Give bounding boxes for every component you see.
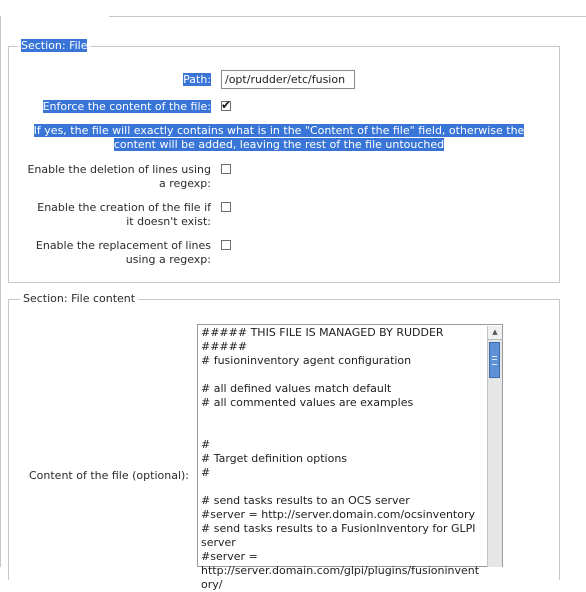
creation-label-line1: Enable the creation of the file if — [37, 201, 211, 214]
replacement-label-line2: using a regexp: — [125, 253, 211, 266]
replacement-label-line1: Enable the replacement of lines — [35, 239, 211, 252]
creation-label — [37, 201, 211, 229]
fieldset-border-left — [0, 16, 1, 567]
enforce-checkbox[interactable] — [221, 98, 232, 112]
enforce-note — [22, 124, 536, 152]
replacement-label — [36, 239, 211, 267]
enforce-label: Enforce the content of the file: — [42, 100, 211, 113]
enforce-label-wrap — [43, 100, 211, 114]
creation-label-line2: it doesn't exist: — [126, 215, 211, 228]
deletion-checkbox[interactable] — [221, 164, 231, 174]
section-file-legend — [18, 39, 90, 53]
content-text: ##### THIS FILE IS MANAGED BY RUDDER ##### # fusioninventory agent configuration # all defined values match default # all commented values are examples # # Target definition options # # send tasks results to an OCS server #server = http://server.domain.com/ocsinventory # send tasks results to a FusionInventory for GLPI server #server = http://server.domain.com/glpi/plugins/fusioninventory/ — [201, 326, 480, 591]
section-content-title: Section: File content — [20, 292, 138, 306]
scrollbar-thumb[interactable] — [489, 342, 500, 378]
path-label-wrap — [183, 73, 211, 87]
content-textarea[interactable] — [197, 324, 503, 591]
path-label: Path: — [183, 73, 211, 86]
textarea-scrollbar[interactable] — [487, 326, 502, 567]
path-input[interactable] — [221, 70, 355, 89]
replacement-checkbox[interactable] — [221, 240, 231, 250]
checkmark-icon: ✔ — [221, 98, 232, 112]
section-file-title: Section: File — [21, 39, 88, 52]
creation-checkbox[interactable] — [221, 202, 231, 212]
scrollbar-grip-icon — [492, 356, 497, 365]
deletion-label — [27, 163, 211, 191]
deletion-label-line2: a regexp: — [158, 177, 211, 190]
enforce-note-text: If yes, the file will exactly contains what is in the "Content of the file" field, otherwise the content will be added, leaving the rest of the file untouched — [33, 124, 525, 151]
deletion-label-line1: Enable the deletion of lines using — [27, 163, 211, 176]
fieldset-border-top — [96, 16, 586, 17]
scroll-up-arrow-icon[interactable]: ▲ — [488, 326, 502, 340]
content-label: Content of the file (optional): — [28, 469, 189, 482]
fieldset-title: File to manage #1 — [6, 9, 108, 22]
